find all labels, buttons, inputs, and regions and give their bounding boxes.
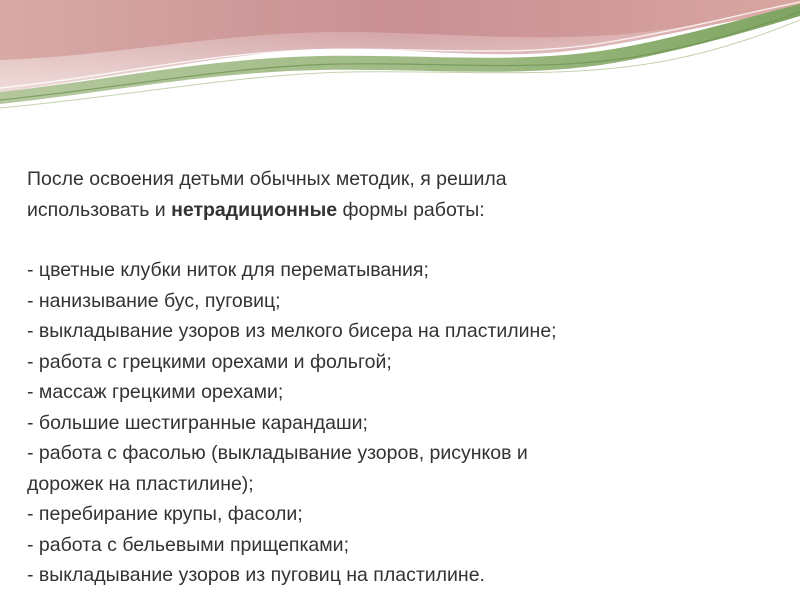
intro-bold-word: нетрадиционные: [171, 198, 338, 221]
intro-line-2: [27, 195, 777, 226]
list-item: - нанизывание бус, пуговиц;: [27, 289, 281, 312]
list-item: - перебирание крупы, фасоли;: [27, 503, 303, 525]
list-item: - большие шестигранные карандаши;: [27, 411, 368, 434]
intro-text-after: формы работы:: [337, 198, 485, 221]
list-item: - работа с фасолью (выкладывание узоров, рисунков и: [27, 442, 528, 464]
list-item: - цветные клубки ниток для перематывания;: [27, 259, 429, 281]
list-item: - выкладывание узоров из мелкого бисера на пластилине;: [27, 320, 557, 342]
list-item: - работа с грецкими орехами и фольгой;: [27, 350, 392, 373]
paragraph-spacer: [27, 225, 777, 255]
list-item-continuation: дорожек на пластилине);: [27, 472, 254, 495]
intro-line-1: После освоения детьми обычных методик, я решила: [27, 168, 507, 190]
list-item: - массаж грецкими орехами;: [27, 381, 284, 403]
list-item: - выкладывание узоров из пуговиц на пластилине.: [27, 564, 485, 586]
list-item: - работа с бельевыми прищепками;: [27, 533, 349, 556]
slide-body-text: [27, 164, 777, 591]
intro-text-before: использовать и: [27, 198, 172, 221]
